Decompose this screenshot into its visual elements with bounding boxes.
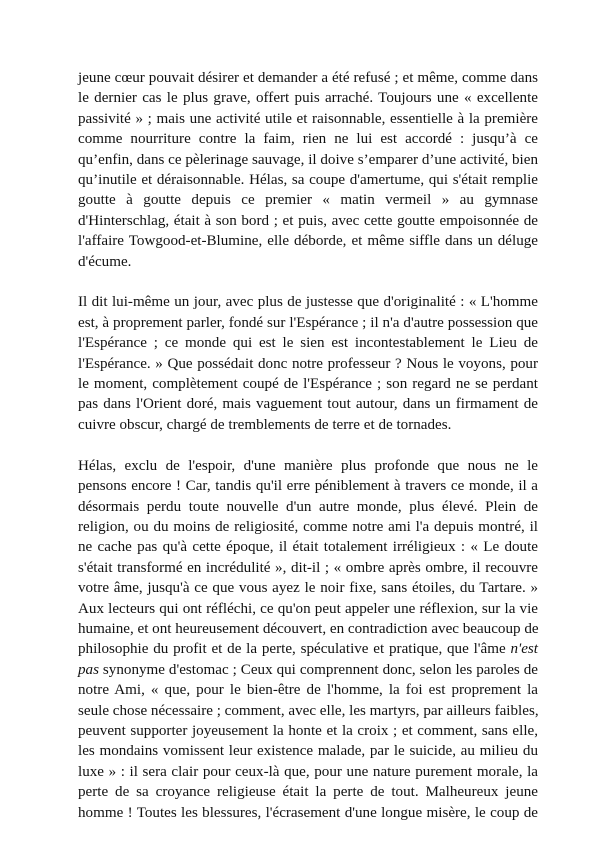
text-line: les mondains vomissent leur existence malade, par le suicide, au milieu du <box>78 743 538 760</box>
text-line: l'affaire Towgood-et-Blumine, elle déborde, et même siffle dans un déluge <box>78 233 538 250</box>
text-line: Hélas, exclu de l'espoir, d'une manière plus profonde que nous ne le <box>78 457 538 474</box>
text-segment: synonyme d'estomac ; Ceux qui comprennent donc, selon les paroles de <box>98 661 538 678</box>
text-line <box>78 660 538 680</box>
text-line: peuvent supporter joyeusement la honte et la croix ; et comment, sans elle, <box>78 722 538 739</box>
text-line: qu’inutile et déraisonnable. Hélas, sa coupe d'amertume, qui s'était remplie <box>78 172 538 189</box>
text-line: luxe » : il sera clair pour ceux-là que, pour une nature purement morale, la <box>78 763 538 780</box>
text-line: homme ! Toutes les blessures, l'écrasement d'une longue misère, le coup de <box>78 804 538 821</box>
text-line: pensons encore ! Car, tandis qu'il erre péniblement à travers ce monde, il a <box>78 478 538 495</box>
text-line: le moment, complètement coupé de l'Espérance ; son regard ne se perdant <box>78 376 538 393</box>
text-line: le dernier cas le plus grave, offert puis arraché. Toujours une « excellente <box>78 90 538 107</box>
text-line: seule chose nécessaire ; comment, avec elle, les martyrs, par ailleurs faibles, <box>78 702 539 719</box>
text-line: perte de sa croyance religieuse était la perte de tout. Malheureux jeune <box>78 784 538 801</box>
emphasis-text: n'est <box>510 641 538 658</box>
text-line: l'Espérance ; ce monde qui est le sien est incontestablement le Lieu de <box>78 335 538 352</box>
text-line: goutte à goutte depuis ce premier « matin vermeil » au gymnase <box>78 192 538 209</box>
text-line: est, à proprement parler, fondé sur l'Espérance ; il n'a d'autre possession que <box>78 314 538 331</box>
text-line: ne cache pas qu'à cette époque, il était totalement irréligieux : « Le doute <box>78 539 538 556</box>
text-line <box>78 639 538 659</box>
text-line: religion, ou du moins de religiosité, comme notre ami l'a depuis montré, il <box>78 518 538 535</box>
text-line: qu’enfin, dans ce pèlerinage sauvage, il doive s’emparer d’une activité, bien <box>78 151 538 168</box>
emphasis-text: pas <box>78 661 99 678</box>
text-segment: philosophie du profit et de la perte, spéculative et pratique, que l'âme <box>78 641 511 658</box>
text-line: cuivre obscur, chargé de tremblements de terre et de tornades. <box>78 416 452 433</box>
text-line: notre Ami, « que, pour le bien-être de l'homme, la foi est proprement la <box>78 682 538 699</box>
text-line: votre âme, jusqu'à ce que vous ayez le noir fixe, sans étoiles, du Tartare. » <box>78 580 538 597</box>
text-line: comme nourriture contre la faim, rien ne lui est accordé : jusqu’à ce <box>78 131 538 148</box>
text-line: d'Hinterschlag, était à son bord ; et puis, avec cette goutte empoisonnée de <box>78 212 538 229</box>
document-page <box>78 68 538 843</box>
text-line: Aux lecteurs qui ont réfléchi, ce qu'on peut appeler une réflexion, sur la vie <box>78 600 538 617</box>
text-line: Il dit lui-même un jour, avec plus de justesse que d'originalité : « L'homme <box>78 294 538 311</box>
text-line: d'écume. <box>78 253 132 270</box>
paragraph-2 <box>78 292 538 435</box>
text-line: désormais perdu toute nouvelle d'un autre monde, plus élevé. Plein de <box>78 498 538 515</box>
text-line: passivité » ; mais une activité utile et raisonnable, essentielle à la première <box>78 110 538 127</box>
paragraph-1 <box>78 68 538 272</box>
text-line: humaine, et ont heureusement découvert, en contradiction avec beaucoup de <box>78 620 539 637</box>
text-line: pas dans l'Orient doré, mais vaguement tout autour, dans un firmament de <box>78 396 538 413</box>
text-line: jeune cœur pouvait désirer et demander a été refusé ; et même, comme dans <box>78 70 538 86</box>
paragraph-3 <box>78 456 538 823</box>
text-line: l'Espérance. » Que possédait donc notre professeur ? Nous le voyons, pour <box>78 355 538 372</box>
text-line: s'était transformé en incrédulité », dit-il ; « ombre après ombre, il recouvre <box>78 559 538 576</box>
